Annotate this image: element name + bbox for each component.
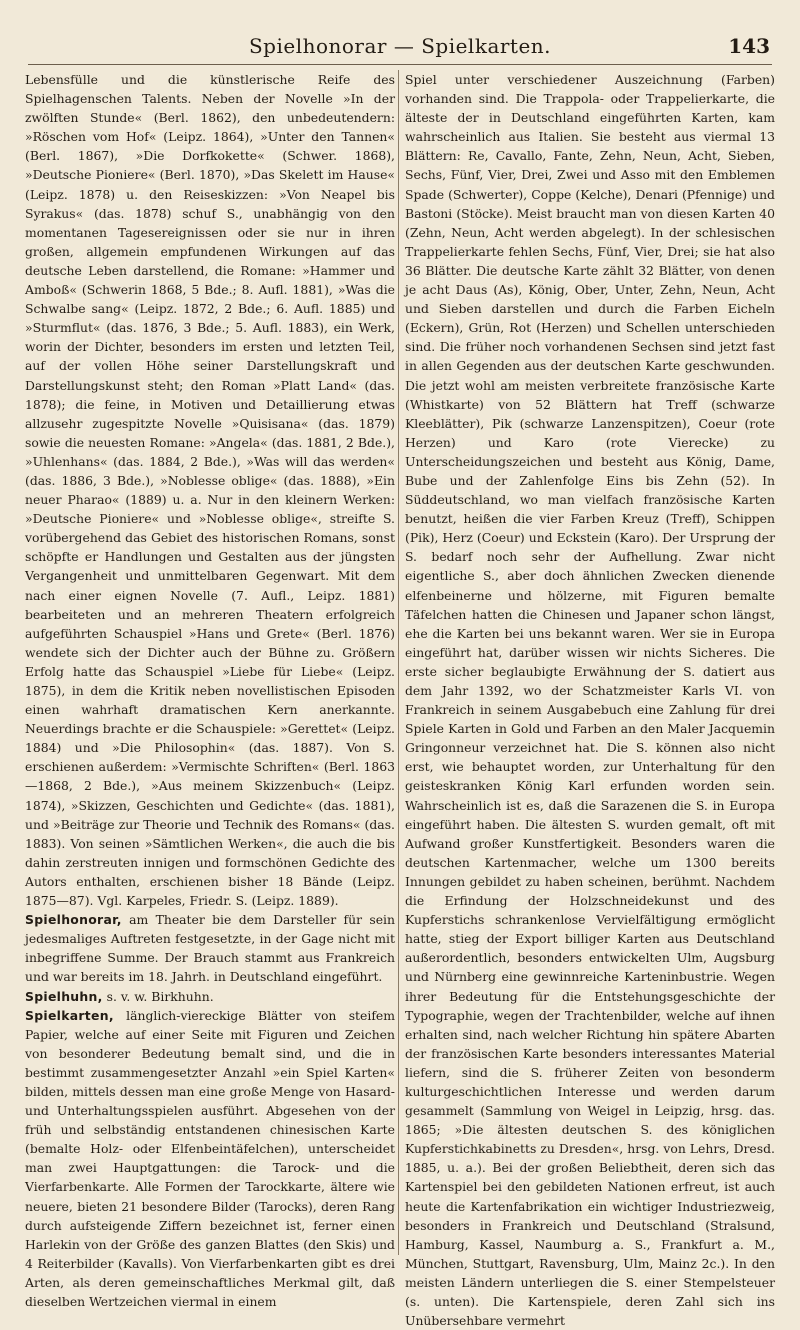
paragraph-spielhagen-continued: Lebensfülle und die künstlerische Reife des Spielhagenschen Talents. Neben der Novelle »In der zwölften Stunde« (Berl. 1862), den unbedeutendern: »Röschen vom Hof« (Leipz. 1864), »Unter den Tannen« (Berl. 1867), »Die Dorfkokette« (Schwer. 1868), »Deutsche Pioniere« (Berl. 1870), »Das Skelett im Hause« (Leipz. 1878) u. den Reiseskizzen: »Von Neapel bis Syrakus« (das. 1878) schuf S., unabhängig von den momentanen Tagesereignissen oder sie nur in ihren großen, allgemein empfundenen Wirkungen auf das deutsche Leben darstellend, die Romane: »Hammer und Amboß« (Schwerin 1868, 5 Bde.; 8. Aufl. 1881), »Was die Schwalbe sang« (Leipz. 1872, 2 Bde.; 6. Aufl. 1885) und »Sturmflut« (das. 1876, 3 Bde.; 5. Aufl. 1883), ein Werk, worin der Dichter, besonders im ersten und letzten Teil, auf der vollen Höhe seiner Darstellungskraft und Darstellungskunst steht; den Roman »Platt Land« (das. 1878); die feine, in Motiven und Detaillierung etwas allzusehr zugespitzte Novelle »Quisisana« (das. 1879) sowie die neuesten Romane: »Angela« (das. 1881, 2 Bde.), »Uhlenhans« (das. 1884, 2 Bde.), »Was will das werden« (das. 1886, 3 Bde.), »Noblesse oblige« (das. 1888), »Ein neuer Pharao« (1889) u. a. Nur in den kleinern Werken: »Deutsche Pioniere« und »Noblesse oblige«, streifte S. vorübergehend das Gebiet des historischen Romans, sonst schöpfte er Handlungen und Gestalten aus der jüngsten Vergangenheit und unmittelbaren Gegenwart. Mit dem nach einer eignen Novelle (7. Aufl., Leipz. 1881) bearbeiteten und an mehreren Theatern erfolgreich aufgeführten Schauspiel »Hans und Grete« (Berl. 1876) wendete sich der Dichter auch der Bühne zu. Größern Erfolg hatte das Schauspiel »Liebe für Liebe« (Leipz. 1875), in dem die Kritik neben novellistischen Episoden einen wahrhaft dramatischen Kern anerkannte. Neuerdings brachte er die Schauspiele: »Gerettet« (Leipz. 1884) und »Die Philosophin« (das. 1887). Von S. erschienen außerdem: »Vermischte Schriften« (Berl. 1863—1868, 2 Bde.), »Aus meinem Skizzenbuch« (Leipz. 1874), »Skizzen, Geschichten und Gedichte« (das. 1881), und »Beiträge zur Theorie und Technik des Romans« (das. 1883). Von seinen »Sämtlichen Werken«, die auch die bis dahin zerstreuten innigen und formschönen Gedichte des Autors enthalten, erschienen bisher 18 Bände (Leipz. 1875—87). Vgl. Karpeles, Friedr. S. (Leipz. 1889). — [25, 72, 395, 909]
lemma: Spielkarten, — [25, 1007, 114, 1023]
header-rule — [28, 64, 772, 65]
left-column — [25, 70, 395, 1309]
lemma: Spielhonorar, — [25, 912, 122, 928]
right-column — [405, 70, 775, 1329]
entry-text: am Theater bie dem Darsteller für sein jedesmaliges Auftreten festgesetzte, in der Gage nicht mit inbegriffene Summe. Der Brauch stammt aus Frankreich und war bereits im 18. Jahrh. in Deutschland eingeführt. — [25, 912, 395, 985]
entry-text: länglich-viereckige Blätter von steifem Papier, welche auf einer Seite mit Figuren und Zeichen von besonderer Bedeutung bemalt sind, und die in bestimmt zusammengesetzter Anzahl »ein Spiel Karten« bilden, mittels dessen man eine große Menge von Hasard- und Unterhaltungsspielen ausführt. Abgesehen von der früh und selbständig entstandenen chinesischen Karte (bemalte Holz- oder Elfenbeintäfelchen), unterscheidet man zwei Hauptgattungen: die Tarock- und die Vierfarbenkarte. Alle Formen der Tarockkarte, ältere wie neuere, bieten 21 besondere Bilder (Tarocks), deren Rang durch aufsteigende Ziffern bezeichnet ist, ferner einen Harlekin von der Größe des ganzen Blattes (den Skis) und 4 Reiterbilder (Kavalls). Von Vierfarbenkarten gibt es drei Arten, als deren gemeinschaftliches Merkmal gilt, daß dieselben Wertzeichen viermal in einem — [25, 1007, 395, 1309]
entry-spielhuhn — [25, 987, 395, 1006]
entry-spielkarten — [25, 1006, 395, 1312]
entry-spielhonorar — [25, 910, 395, 986]
running-head: Spielhonorar — Spielkarten. — [248, 34, 552, 58]
paragraph-spielkarten-continued: Spiel unter verschiedener Auszeichnung (Farben) vorhanden sind. Die Trappola- oder Trappelierkarte, die älteste der in Deutschland eingeführten Karten, kam wahrscheinlich aus Italien. Sie besteht aus viermal 13 Blättern: Re, Cavallo, Fante, Zehn, Neun, Acht, Sieben, Sechs, Fünf, Vier, Drei, Zwei und Asso mit den Emblemen Spade (Schwerter), Coppe (Kelche), Denari (Pfennige) und Bastoni (Stöcke). Meist braucht man von diesen Karten 40 (Zehn, Neun, Acht werden abgelegt). In der schlesischen Trappelierkarte fehlen Sechs, Fünf, Vier, Drei; sie hat also 36 Blätter. Die deutsche Karte zählt 32 Blätter, von denen je acht Daus (As), König, Ober, Unter, Zehn, Neun, Acht und Sieben darstellen und durch die Farben Eicheln (Eckern), Grün, Rot (Herzen) und Schellen unterschieden sind. Die früher noch vorhandenen Sechsen sind jetzt fast in allen Gegenden aus der deutschen Karte geschwunden. Die jetzt wohl am meisten verbreitete französische Karte (Whistkarte) von 52 Blättern hat Treff (schwarze Kleeblätter), Pik (schwarze Lanzenspitzen), Coeur (rote Herzen) und Karo (rote Vierecke) zu Unterscheidungszeichen und besteht aus König, Dame, Bube und der Zahlenfolge Eins bis Zehn (52). In Süddeutschland, wo man vielfach französische Karten benutzt, heißen die vier Farben Kreuz (Treff), Schippen (Pik), Herz (Coeur) und Eckstein (Karo). Der Ursprung der S. bedarf noch sehr der Aufhellung. Zwar nicht eigentliche S., aber doch ähnlichen Zwecken dienende elfenbeinerne und hölzerne, mit Figuren bemalte Täfelchen hatten die Chinesen und Japaner schon längst, ehe die Karten bei uns bekannt waren. Wer sie in Europa eingeführt hat, darüber wissen wir nichts Sicheres. Die erste sicher beglaubigte Erwähnung der S. datiert aus dem Jahr 1392, wo der Schatzmeister Karls VI. von Frankreich in seinem Ausgabebuch eine Zahlung für drei Spiele Karten in Gold und Farben an den Maler Jacquemin Gringonneur verzeichnet hat. Die S. können also nicht erst, wie behauptet worden, zur Unterhaltung für den geisteskranken König Karl erfunden worden sein. Wahrscheinlich ist es, daß die Sarazenen die S. in Europa eingeführt haben. Die ältesten S. wurden gemalt, oft mit Aufwand großer Kunstfertigkeit. Besonders waren die deutschen Kartenmacher, welche um 1300 bereits Innungen gebildet zu haben scheinen, berühmt. Nachdem die Erfindung der Holzschneidekunst und des Kupferstichs schrankenlose Vervielfältigung ermöglicht hatte, stieg der Export billiger Karten aus Deutschland außerordentlich, besonders entwickelten Ulm, Augsburg und Nürnberg eine gewinnreiche Karteninbustrie. Wegen ihrer Bedeutung für die Entstehungsgeschichte der Typographie, wegen der Trachtenbilder, welche auf ihnen erhalten sind, nach welcher Richtung hin spätere Abarten der französischen Karte besonders interessantes Material liefern, sind die S. früherer Zeiten von besonderm kulturgeschichtlichen Interesse und werden darum gesammelt (Sammlung von Weigel in Leipzig, hrsg. das. 1865; »Die ältesten deutschen S. des königlichen Kupferstichkabinetts zu Dresden«, hrsg. von Lehrs, Dresd. 1885, u. a.). Bei der großen Beliebtheit, deren sich das Kartenspiel bei den gebildeten Nationen erfreut, ist auch heute die Kartenfabrikation ein wichtiger Industriezweig, besonders in Frankreich und Deutschland (Stralsund, Hamburg, Kassel, Naumburg a. S., Frankfurt a. M., München, Stuttgart, Ravensburg, Ulm, Mainz 2c.). In den meisten Ländern unterliegen die S. einer Stempelsteuer (s. unten). Die Kartenspiele, deren Zahl sich ins Unübersehbare vermehrt — [405, 72, 775, 1329]
lemma: Spielhuhn, — [25, 988, 103, 1004]
column-divider — [398, 70, 399, 1255]
page-header — [30, 30, 770, 64]
entry-text: s. v. w. Birkhuhn. — [102, 988, 214, 1004]
page-number: 143 — [728, 34, 770, 58]
